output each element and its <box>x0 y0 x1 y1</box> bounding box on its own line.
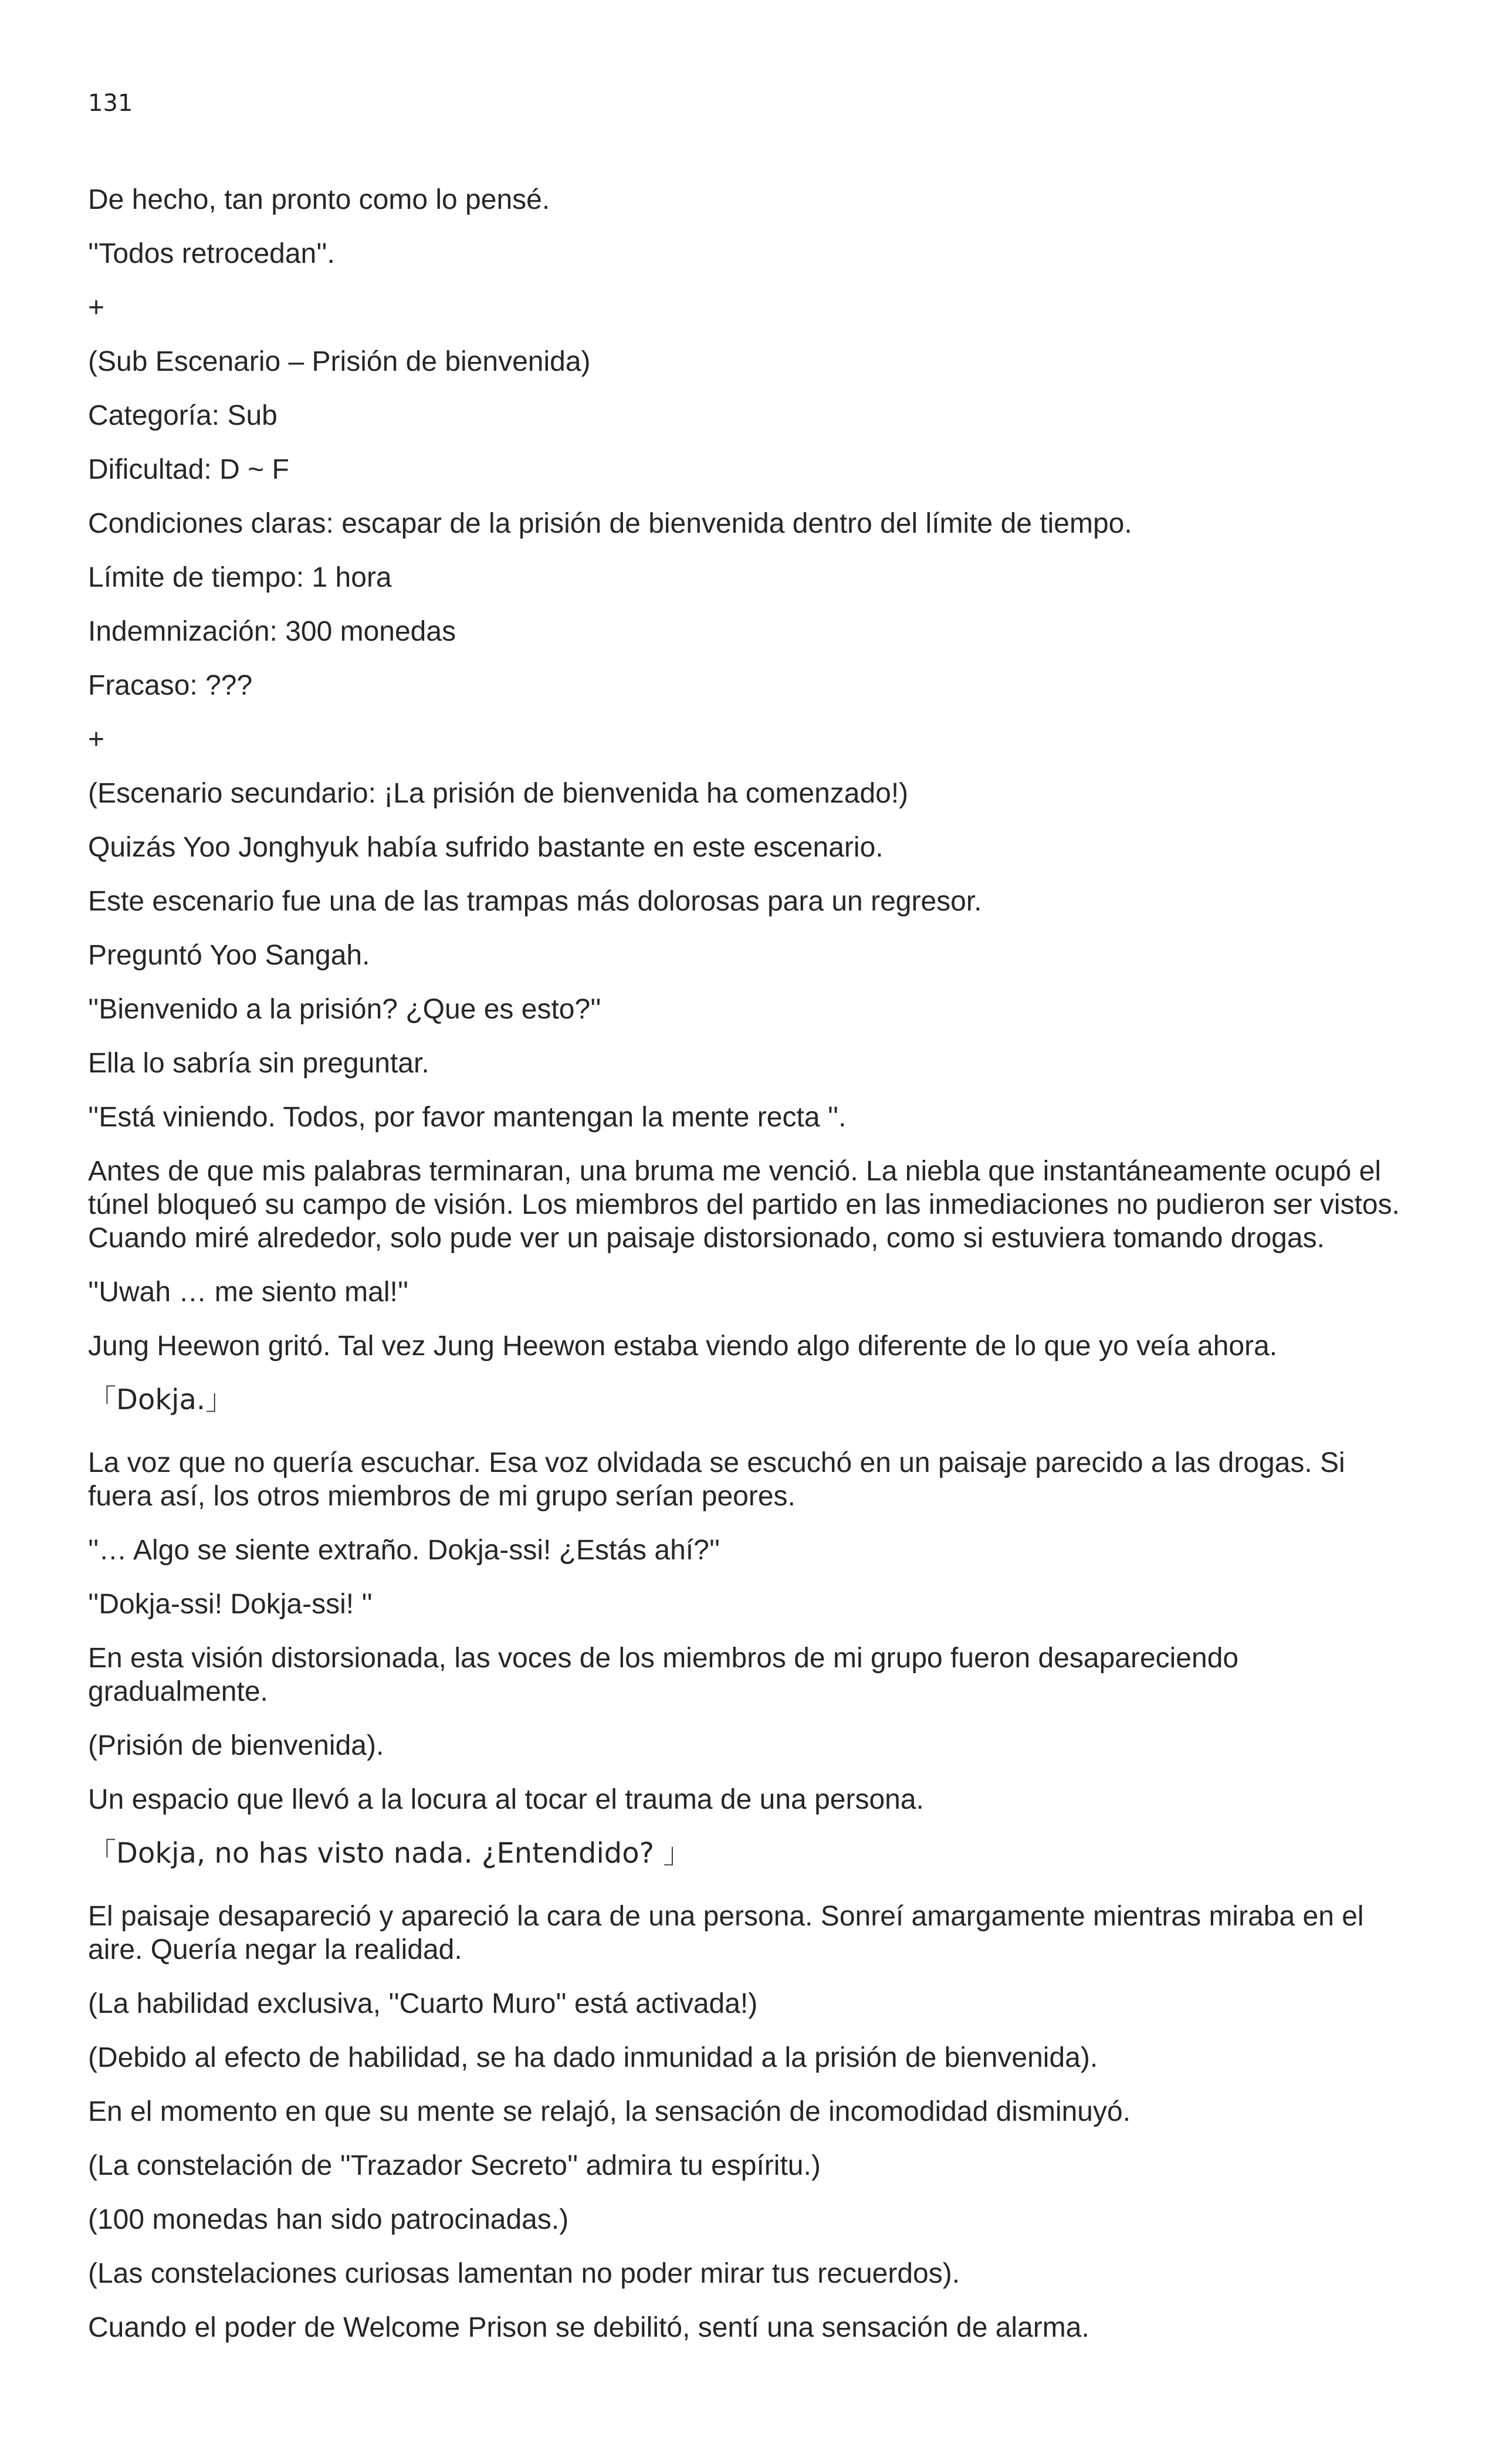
paragraph: (La constelación de ''Trazador Secreto'' admira tu espíritu.) <box>88 2150 821 2181</box>
paragraph: Fracaso: ??? <box>88 670 253 701</box>
paragraph: (Debido al efecto de habilidad, se ha dado inmunidad a la prisión de bienvenida). <box>88 2042 1098 2073</box>
paragraph: (100 monedas han sido patrocinadas.) <box>88 2204 569 2235</box>
paragraph: En esta visión distorsionada, las voces de los miembros de mi grupo fueron desapareciendo gradualmente. <box>88 1643 1239 1707</box>
paragraph: Condiciones claras: escapar de la prisión de bienvenida dentro del límite de tiempo. <box>88 508 1132 539</box>
paragraph: En el momento en que su mente se relajó, la sensación de incomodidad disminuyó. <box>88 2096 1131 2127</box>
paragraph: Categoría: Sub <box>88 400 277 431</box>
document-body <box>88 183 1414 2365</box>
paragraph: + <box>88 724 105 755</box>
paragraph: ''Bienvenido a la prisión? ¿Que es esto?'' <box>88 994 601 1025</box>
paragraph: Un espacio que llevó a la locura al tocar el trauma de una persona. <box>88 1784 924 1815</box>
paragraph: ''Está viniendo. Todos, por favor mantengan la mente recta ''. <box>88 1102 847 1133</box>
page-number: 131 <box>88 90 133 117</box>
paragraph: 「Dokja.」 <box>88 1383 234 1416</box>
paragraph: Cuando el poder de Welcome Prison se debilitó, sentí una sensación de alarma. <box>88 2312 1089 2343</box>
paragraph: De hecho, tan pronto como lo pensé. <box>88 184 550 215</box>
paragraph: Jung Heewon gritó. Tal vez Jung Heewon estaba viendo algo diferente de lo que yo veía ahora. <box>88 1331 1278 1362</box>
paragraph: ''… Algo se siente extraño. Dokja-ssi! ¿Estás ahí?'' <box>88 1535 720 1566</box>
paragraph: (Sub Escenario – Prisión de bienvenida) <box>88 346 591 377</box>
paragraph: Límite de tiempo: 1 hora <box>88 562 392 593</box>
paragraph: Ella lo sabría sin preguntar. <box>88 1048 429 1079</box>
paragraph: La voz que no quería escuchar. Esa voz olvidada se escuchó en un paisaje parecido a las drogas. Si fuera así, los otros miembros de mi grupo serían peores. <box>88 1447 1345 1512</box>
paragraph: (Las constelaciones curiosas lamentan no poder mirar tus recuerdos). <box>88 2258 960 2289</box>
paragraph: (Escenario secundario: ¡La prisión de bienvenida ha comenzado!) <box>88 778 909 809</box>
paragraph: + <box>88 292 105 323</box>
paragraph: Indemnización: 300 monedas <box>88 616 456 647</box>
paragraph: ''Uwah … me siento mal!'' <box>88 1277 409 1308</box>
paragraph: Dificultad: D ~ F <box>88 454 289 485</box>
paragraph: (La habilidad exclusiva, ''Cuarto Muro'' está activada!) <box>88 1988 758 2019</box>
paragraph: ''Todos retrocedan''. <box>88 238 335 269</box>
paragraph: Quizás Yoo Jonghyuk había sufrido bastante en este escenario. <box>88 832 884 863</box>
paragraph: Antes de que mis palabras terminaran, una bruma me venció. La niebla que instantáneamente ocupó el túnel bloqueó su campo de visión. Los miembros del partido en las inmediaciones no pudieron ser vistos. Cuando miré alrededor, solo pude ver un paisaje distorsionado, como si estuviera tomando drogas. <box>88 1156 1400 1254</box>
paragraph: 「Dokja, no has visto nada. ¿Entendido? 」 <box>88 1837 692 1870</box>
paragraph: Este escenario fue una de las trampas más dolorosas para un regresor. <box>88 886 982 917</box>
paragraph: (Prisión de bienvenida). <box>88 1730 384 1761</box>
paragraph: El paisaje desapareció y apareció la cara de una persona. Sonreí amargamente mientras miraba en el aire. Quería negar la realidad. <box>88 1901 1364 1965</box>
paragraph: Preguntó Yoo Sangah. <box>88 940 370 971</box>
paragraph: ''Dokja-ssi! Dokja-ssi! '' <box>88 1589 373 1620</box>
